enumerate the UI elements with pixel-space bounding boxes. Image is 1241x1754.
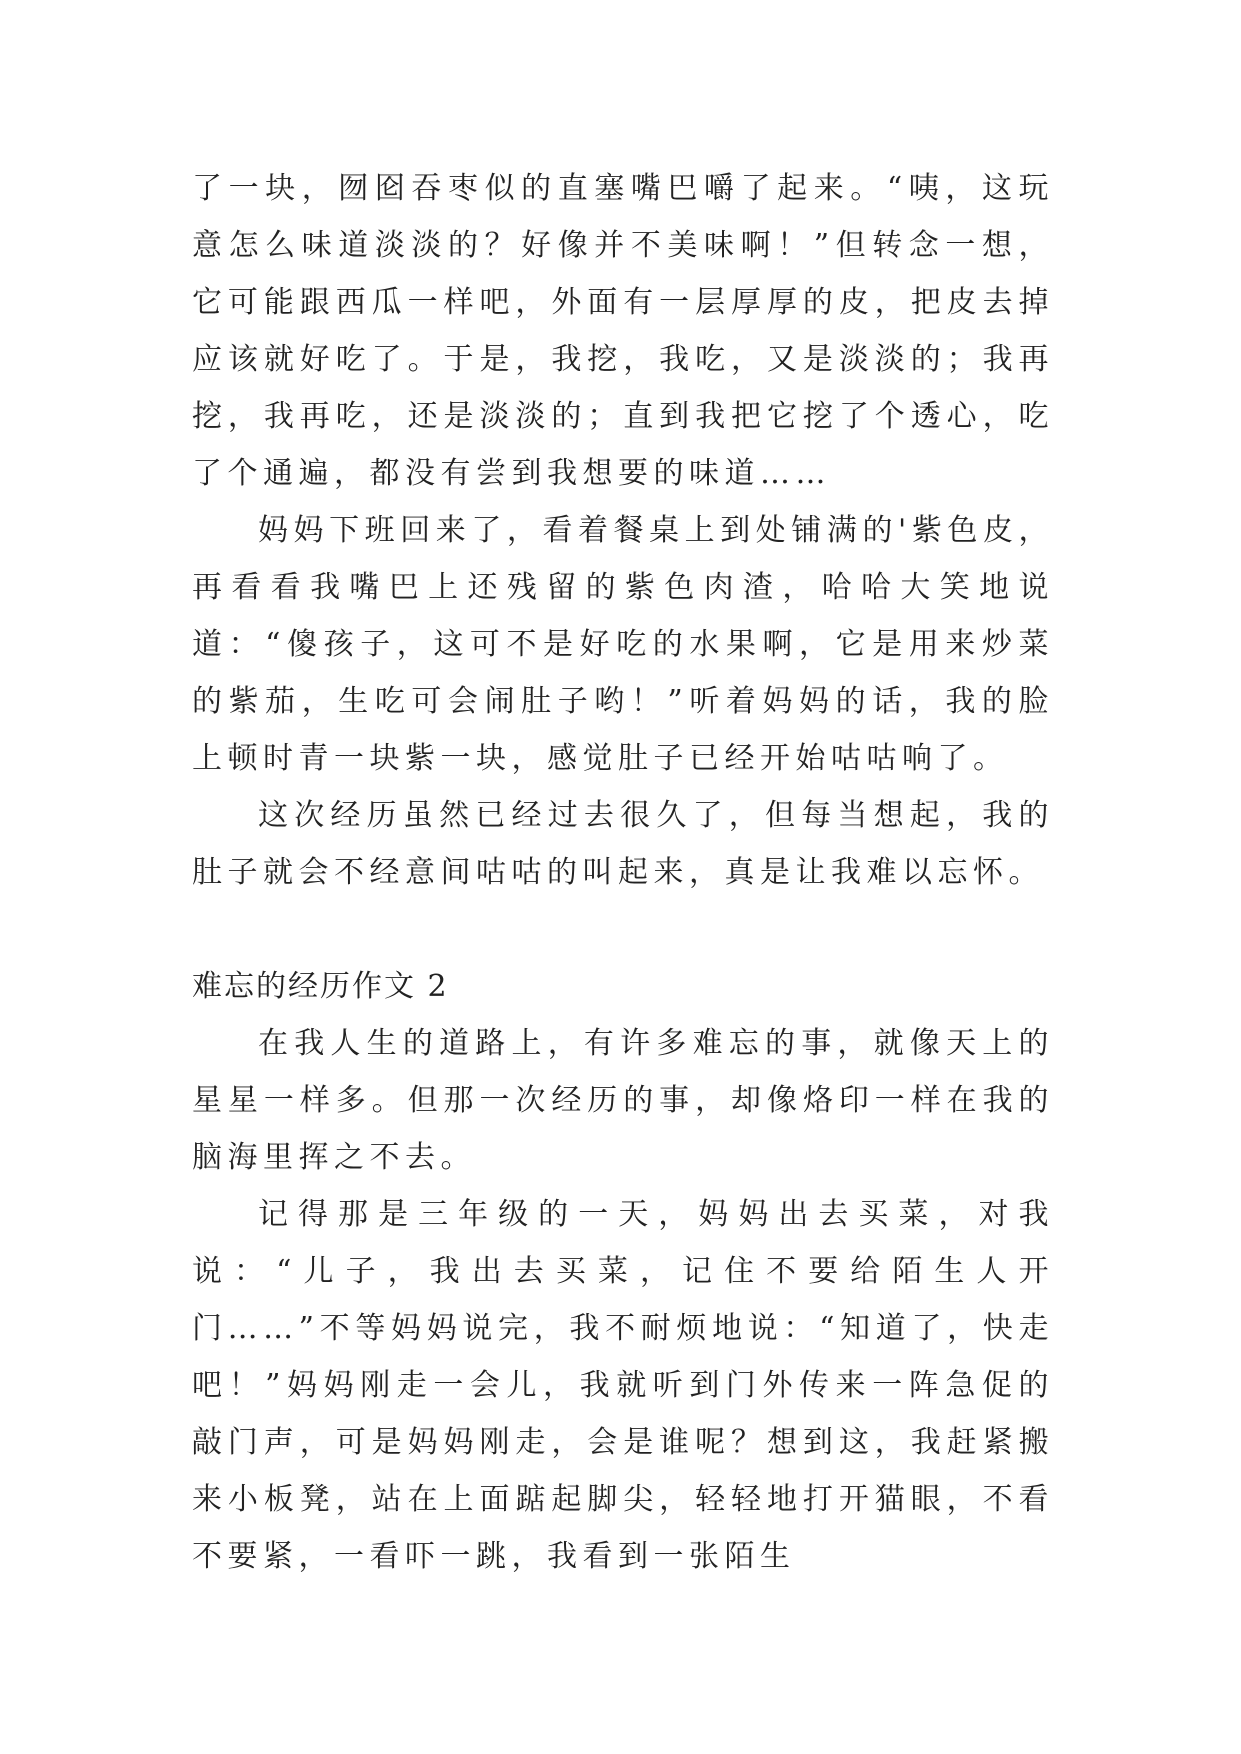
essay-paragraph-continuation: 了一块，囫囵吞枣似的直塞嘴巴嚼了起来。“咦，这玩意怎么味道淡淡的？好像并不美味啊！”但转念一想，它可能跟西瓜一样吧，外面有一层厚厚的皮，把皮去掉应该就好吃了。于是，我挖，我吃，又是淡淡的；我再挖，我再吃，还是淡淡的；直到我把它挖了个透心，吃了个通遍，都没有尝到我想要的味道…… bbox=[192, 171, 1054, 491]
essay-heading: 难忘的经历作文 2 bbox=[192, 969, 449, 1004]
essay-body bbox=[192, 160, 1054, 1585]
essay-paragraph: 这次经历虽然已经过去很久了，但每当想起，我的肚子就会不经意间咕咕的叫起来，真是让我难以忘怀。 bbox=[192, 798, 1054, 890]
essay-paragraph: 妈妈下班回来了，看着餐桌上到处铺满的'紫色皮，再看看我嘴巴上还残留的紫色肉渣，哈哈大笑地说道：“傻孩子，这可不是好吃的水果啊，它是用来炒菜的紫茄，生吃可会闹肚子哟！”听着妈妈的话，我的脸上顿时青一块紫一块，感觉肚子已经开始咕咕响了。 bbox=[192, 513, 1054, 776]
essay-paragraph: 记得那是三年级的一天，妈妈出去买菜，对我说：“儿子，我出去买菜，记住不要给陌生人开门……”不等妈妈说完，我不耐烦地说：“知道了，快走吧！”妈妈刚走一会儿，我就听到门外传来一阵急促的敲门声，可是妈妈刚走，会是谁呢？想到这，我赶紧搬来小板凳，站在上面踮起脚尖，轻轻地打开猫眼，不看不要紧，一看吓一跳，我看到一张陌生 bbox=[192, 1197, 1054, 1574]
essay-paragraph: 在我人生的道路上，有许多难忘的事，就像天上的星星一样多。但那一次经历的事，却像烙印一样在我的脑海里挥之不去。 bbox=[192, 1026, 1054, 1175]
